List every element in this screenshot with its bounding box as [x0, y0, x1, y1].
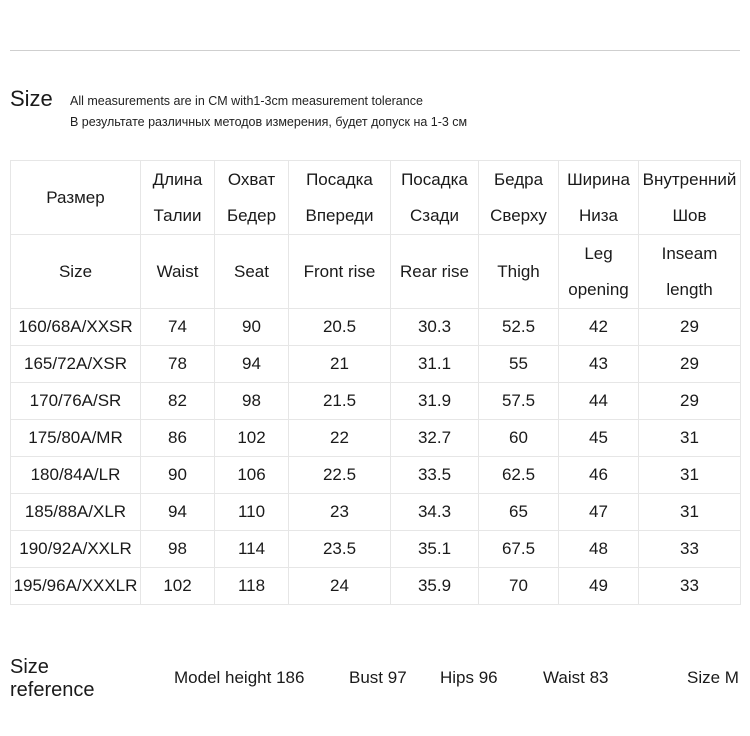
measurement-cell: 86: [141, 420, 215, 457]
measurement-cell: 22: [289, 420, 391, 457]
measurement-cell: 31: [639, 420, 741, 457]
header-cell: [639, 235, 741, 309]
size-code-cell: 195/96A/XXXLR: [11, 568, 141, 605]
measurement-cell: 102: [215, 420, 289, 457]
measurement-cell: 52.5: [479, 309, 559, 346]
header-cell: [559, 161, 639, 235]
measurement-cell: 31.9: [391, 383, 479, 420]
measurement-cell: 22.5: [289, 457, 391, 494]
measurement-cell: 118: [215, 568, 289, 605]
measurement-cell: 82: [141, 383, 215, 420]
header-cell-text: Бедра: [493, 169, 544, 189]
measurement-cell: 114: [215, 531, 289, 568]
measurement-cell: 62.5: [479, 457, 559, 494]
measurement-cell: 49: [559, 568, 639, 605]
measurement-cell: 90: [215, 309, 289, 346]
measurement-cell: 29: [639, 346, 741, 383]
size-code-cell: 160/68A/XXSR: [11, 309, 141, 346]
measurement-cell: 35.1: [391, 531, 479, 568]
measurement-cell: 94: [141, 494, 215, 531]
measurement-cell: 33: [639, 531, 741, 568]
header-cell-text: Size: [58, 261, 93, 281]
header-cell: [559, 235, 639, 309]
measurement-cell: 98: [215, 383, 289, 420]
tolerance-note-ru: В результате различных методов измерения, будет допуск на 1-3 см: [70, 115, 468, 129]
header-cell-text: Посадка: [401, 169, 468, 189]
header-cell-text: Длина: [152, 169, 203, 189]
measurement-cell: 35.9: [391, 568, 479, 605]
measurement-cell: 21.5: [289, 383, 391, 420]
measurement-cell: 29: [639, 383, 741, 420]
header-cell: [141, 161, 215, 235]
measurement-cell: 33: [639, 568, 741, 605]
measurement-cell: 102: [141, 568, 215, 605]
measurement-cell: 31: [639, 494, 741, 531]
table-row: [11, 531, 741, 568]
header-cell: [11, 161, 141, 235]
measurement-cell: 94: [215, 346, 289, 383]
measurement-cell: 31.1: [391, 346, 479, 383]
header-cell: [11, 235, 141, 309]
table-row: [11, 420, 741, 457]
header-cell: [639, 161, 741, 235]
header-cell-text: Waist: [156, 261, 199, 281]
header-cell: [289, 161, 391, 235]
header-cell: [215, 235, 289, 309]
table-row: [11, 346, 741, 383]
measurement-cell: 21: [289, 346, 391, 383]
header-cell-text: Thigh: [497, 261, 540, 281]
page-title: Size: [10, 86, 53, 111]
measurement-cell: 47: [559, 494, 639, 531]
table-row: [11, 309, 741, 346]
header-cell-text: Охват: [227, 169, 276, 189]
size-reference-label-line1: Size: [10, 656, 49, 678]
header-cell-text: Сверху: [490, 205, 547, 225]
size-reference-label: [10, 656, 95, 702]
model-hips: Hips 96: [440, 668, 498, 687]
header-cell-text: Ширина: [567, 169, 630, 189]
header-row-en: [11, 235, 741, 309]
size-reference-label-line2: reference: [10, 679, 95, 701]
size-code-cell: 165/72A/XSR: [11, 346, 141, 383]
measurement-cell: 34.3: [391, 494, 479, 531]
header-cell-text: Front rise: [303, 261, 376, 281]
measurement-cell: 23: [289, 494, 391, 531]
size-code-cell: 180/84A/LR: [11, 457, 141, 494]
measurement-cell: 65: [479, 494, 559, 531]
measurement-cell: 20.5: [289, 309, 391, 346]
header-cell-text: length: [666, 279, 713, 299]
size-code-cell: 175/80A/MR: [11, 420, 141, 457]
table-row: [11, 494, 741, 531]
tolerance-note-en: All measurements are in CM with1-3cm measurement tolerance: [70, 94, 423, 108]
measurement-cell: 78: [141, 346, 215, 383]
header-cell: [391, 161, 479, 235]
measurement-cell: 70: [479, 568, 559, 605]
header-cell-text: Seat: [234, 261, 269, 281]
measurement-cell: 60: [479, 420, 559, 457]
header-cell-text: opening: [568, 279, 629, 299]
header-cell-text: Бедер: [226, 205, 277, 225]
size-code-cell: 185/88A/XLR: [11, 494, 141, 531]
measurement-cell: 55: [479, 346, 559, 383]
header-cell-text: Размер: [46, 187, 105, 207]
header-cell-text: Rear rise: [400, 261, 469, 281]
header-row-ru: [11, 161, 741, 235]
size-code-cell: 190/92A/XXLR: [11, 531, 141, 568]
header-cell-text: Leg: [584, 243, 613, 263]
measurement-cell: 32.7: [391, 420, 479, 457]
measurement-cell: 90: [141, 457, 215, 494]
table-row: [11, 568, 741, 605]
header-cell: [141, 235, 215, 309]
table-row: [11, 383, 741, 420]
header-cell-text: Впереди: [305, 205, 374, 225]
header-cell: [479, 161, 559, 235]
measurement-cell: 57.5: [479, 383, 559, 420]
measurement-cell: 31: [639, 457, 741, 494]
measurement-cell: 106: [215, 457, 289, 494]
measurement-cell: 29: [639, 309, 741, 346]
model-size: Size M: [687, 668, 739, 687]
table-row: [11, 457, 741, 494]
measurement-cell: 98: [141, 531, 215, 568]
header-cell-text: Посадка: [306, 169, 373, 189]
size-code-cell: 170/76A/SR: [11, 383, 141, 420]
header-cell-text: Низа: [578, 205, 619, 225]
top-divider: [10, 50, 740, 51]
measurement-cell: 110: [215, 494, 289, 531]
measurement-cell: 74: [141, 309, 215, 346]
measurement-cell: 46: [559, 457, 639, 494]
header-cell-text: Внутренний: [642, 169, 737, 189]
measurement-cell: 42: [559, 309, 639, 346]
header-cell-text: Шов: [672, 205, 707, 225]
model-height: Model height 186: [174, 668, 305, 687]
header-cell: [479, 235, 559, 309]
header-cell: [215, 161, 289, 235]
measurement-cell: 33.5: [391, 457, 479, 494]
measurement-cell: 45: [559, 420, 639, 457]
header-cell-text: Сзади: [410, 205, 459, 225]
model-waist: Waist 83: [543, 668, 609, 687]
measurement-cell: 24: [289, 568, 391, 605]
measurement-cell: 30.3: [391, 309, 479, 346]
header-cell-text: Талии: [153, 205, 202, 225]
measurement-cell: 48: [559, 531, 639, 568]
measurement-cell: 23.5: [289, 531, 391, 568]
header-cell: [391, 235, 479, 309]
measurement-cell: 67.5: [479, 531, 559, 568]
header-cell-text: Inseam: [661, 243, 718, 263]
size-chart-table: [10, 160, 741, 605]
measurement-cell: 43: [559, 346, 639, 383]
model-bust: Bust 97: [349, 668, 407, 687]
measurement-cell: 44: [559, 383, 639, 420]
header-cell: [289, 235, 391, 309]
